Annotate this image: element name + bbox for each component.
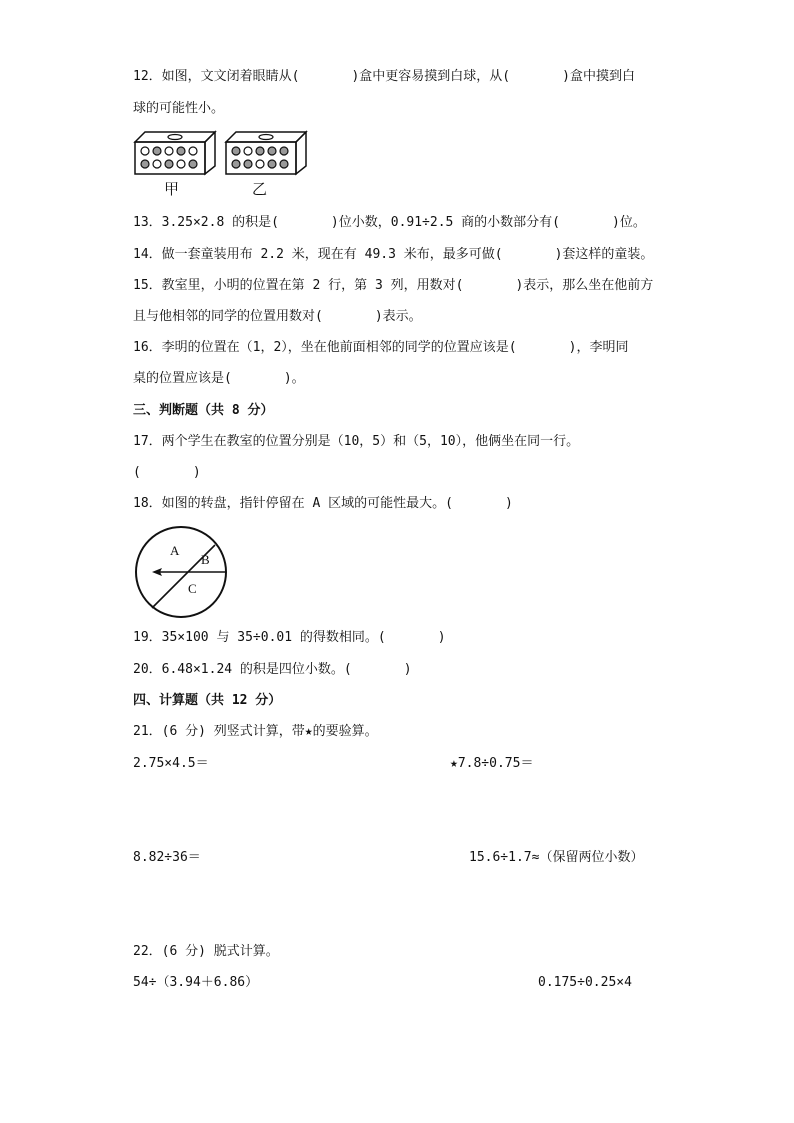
section-judge-heading: 三、判断题（共 8 分） bbox=[133, 403, 274, 418]
q22-expr-1: 54÷（3.94＋6.86） bbox=[133, 975, 259, 990]
spinner-label-c: C bbox=[188, 581, 197, 596]
q12-line2: 球的可能性小。 bbox=[133, 101, 225, 116]
q16-line2: 桌的位置应该是( )。 bbox=[133, 371, 305, 386]
q21-expr-4: 15.6÷1.7≈（保留两位小数） bbox=[469, 850, 644, 865]
q22-title: 22．(6 分) 脱式计算。 bbox=[133, 944, 279, 959]
q15-line1: 15．教室里，小明的位置在第 2 行，第 3 列，用数对( )表示，那么坐在他前方 bbox=[133, 278, 654, 293]
q15-line2: 且与他相邻的同学的位置用数对( )表示。 bbox=[133, 309, 422, 324]
q16-line1: 16．李明的位置在（1，2），坐在他前面相邻的同学的位置应该是( )，李明同 bbox=[133, 340, 629, 355]
box-jia-label: 甲 bbox=[164, 180, 180, 198]
q17-line1: 17．两个学生在教室的位置分别是（10，5）和（5，10），他俩坐在同一行。 bbox=[133, 434, 580, 449]
q17-answer-blank: ( ) bbox=[133, 465, 201, 480]
spinner-figure bbox=[134, 527, 230, 619]
q18-text: 18．如图的转盘，指针停留在 A 区域的可能性最大。( ) bbox=[133, 496, 513, 511]
q20-text: 20．6.48×1.24 的积是四位小数。( ) bbox=[133, 662, 412, 677]
section-calc-heading: 四、计算题（共 12 分） bbox=[133, 693, 282, 708]
box-yi-label: 乙 bbox=[252, 180, 268, 198]
q21-expr-3: 8.82÷36＝ bbox=[133, 850, 201, 865]
q13-text: 13．3.25×2.8 的积是( )位小数，0.91÷2.5 商的小数部分有( )位。 bbox=[133, 215, 646, 230]
spinner-label-a: A bbox=[170, 543, 180, 558]
q19-text: 19．35×100 与 35÷0.01 的得数相同。( ) bbox=[133, 630, 446, 645]
ball-box-yi-figure bbox=[224, 128, 314, 178]
q21-expr-1: 2.75×4.5＝ bbox=[133, 756, 209, 771]
q14-text: 14．做一套童装用布 2.2 米，现在有 49.3 米布，最多可做( )套这样的童装。 bbox=[133, 247, 654, 262]
q12-line1: 12．如图，文文闭着眼睛从( )盒中更容易摸到白球，从( )盒中摸到白 bbox=[133, 69, 635, 84]
ball-box-jia-figure bbox=[133, 128, 223, 178]
q21-expr-2: ★7.8÷0.75＝ bbox=[450, 756, 534, 771]
q22-expr-2: 0.175÷0.25×4 bbox=[538, 975, 632, 990]
spinner-label-b: B bbox=[201, 552, 210, 567]
q21-title: 21．(6 分) 列竖式计算，带★的要验算。 bbox=[133, 724, 378, 739]
